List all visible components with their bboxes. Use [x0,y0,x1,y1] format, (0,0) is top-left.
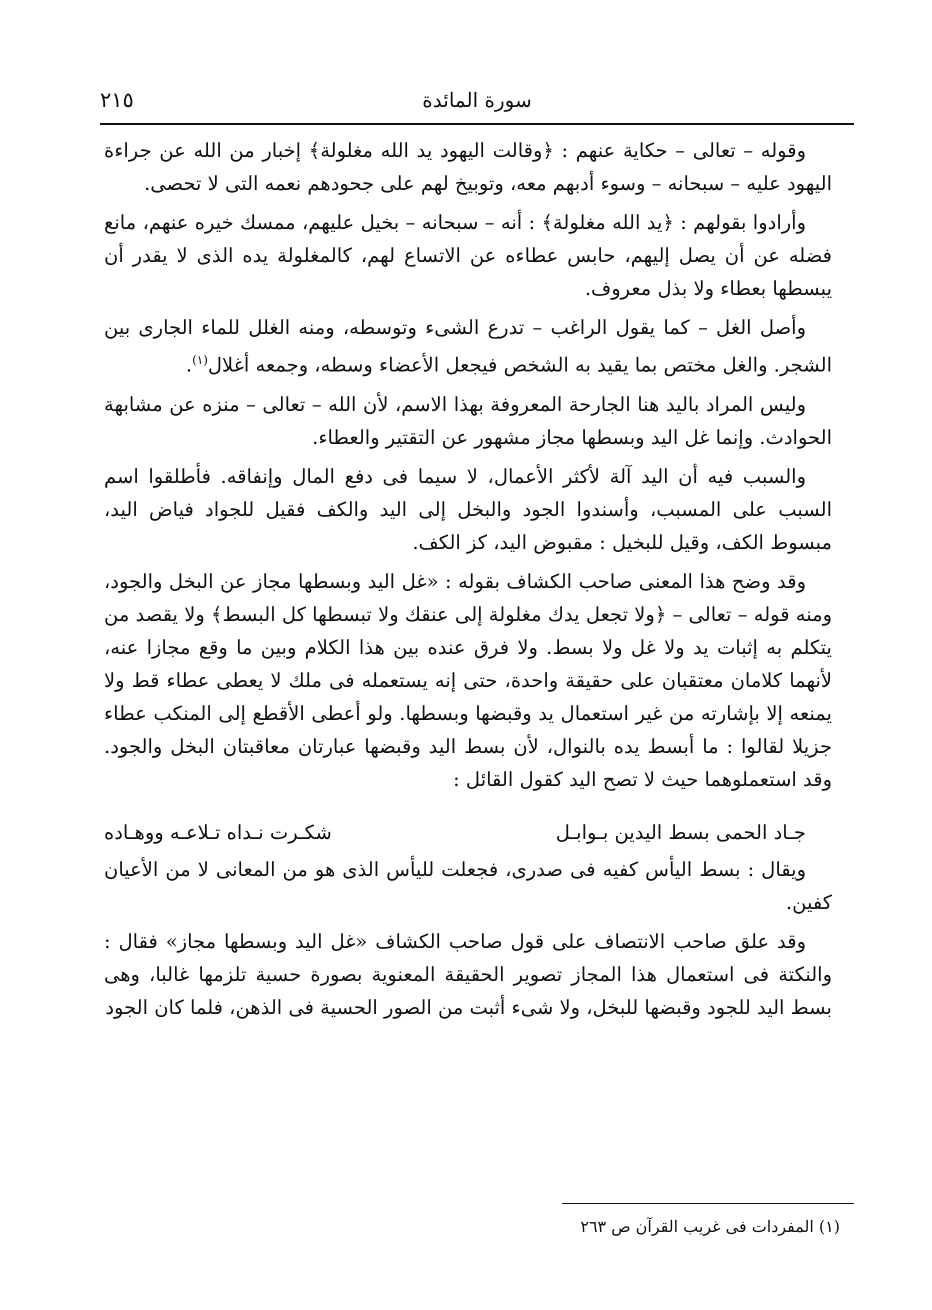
poem-hemistich-2: شكـرت نـداه تـلاعـه ووهـاده [104,820,332,844]
footnote-marker: (١) [192,353,208,367]
paragraph-8: وقد علق صاحب الانتصاف على قول صاحب الكشاف «غل اليد وبسطها مجاز» فقال : والنكتة فى استعمال هذا المجاز تصوير الحقيقة المعنوية بصورة حسية تلزمها غالبا، وهى بسط اليد للجود وقبضها للبخل، ولا شىء أثبت من الصور الحسية فى الذهن، فلما كان الجود [104,929,832,1019]
paragraph-3-text: وأصل الغل – كما يقول الراغب – تدرع الشىء وتوسطه، ومنه الغلل للماء الجارى بين الشجر. والغل مختص بما يقيد به الشخص فيجعل الأعضاء وسطه، وجمعه أغلال [104,316,832,377]
paragraph-1: وقوله – تعالى – حكاية عنهم : ﴿وقالت اليهود يد الله مغلولة﴾ إخبار من الله عن جراءة اليهود عليه – سبحانه – وسوء أدبهم معه، وتوبيخ لهم على جحودهم نعمه التى لا تحصى. [104,139,832,195]
footnote: (١) المفردات فى غريب القرآن ص ٢٦٣ [580,1217,840,1236]
page-number: ٢١٥ [100,88,134,112]
running-title: سورة المائدة [422,88,532,112]
paragraph-4: وليس المراد باليد هنا الجارحة المعروفة بهذا الاسم، لأن الله – تعالى – منزه عن مشابهة الحوادث. وإنما غل اليد وبسطها مجاز مشهور عن التقتير والعطاء. [104,392,832,449]
poem-verse [104,816,822,849]
paragraph-7: ويقال : بسط اليأس كفيه فى صدرى، فجعلت لليأس الذى هو من المعانى لا من الأعيان كفين. [104,857,832,914]
paragraph-6: وقد وضح هذا المعنى صاحب الكشاف بقوله : «غل اليد وبسطها مجاز عن البخل والجود، ومنه قوله – تعالى – ﴿ولا تجعل يدك مغلولة إلى عنقك ولا تبسطها كل البسط﴾ ولا يقصد من يتكلم به إثبات يد ولا غل ولا بسط. ولا فرق عنده بين هذا الكلام وبين ما وقع مجازا عنه، لأنهما كلامان معتقبان على حقيقة واحدة، حتى إنه يستعمله فى ملك لا يعطى عطاء قط ولا يمنعه إلا بإشارته من غير استعمال يد وقبضها وبسطها. ولو أعطى الأقطع إلى المنكب عطاء جزيلا لقالوا : ما أبسط يده بالنوال، لأن بسط اليد وقبضها عبارتان معاقبتان البخل والجود. وقد استعملوهما حيث لا تصح اليد كقول القائل : [104,569,832,791]
poem-hemistich-1: جـاد الحمى بسط اليدين بـوابـل [555,820,806,844]
paragraph-2: وأرادوا بقولهم : ﴿يد الله مغلولة﴾ : أنه – سبحانه – بخيل عليهم، ممسك خيره عنهم، مانع فضله عن أن يصل إليهم، حابس عطاءه عن الاتساع لهم، كالمغلولة يده الذى لا يقدر أن يبسطها بعطاء ولا بذل معروف. [104,211,832,300]
paragraph-5: والسبب فيه أن اليد آلة لأكثر الأعمال، لا سيما فى دفع المال وإنفاقه. فأطلقوا اسم السبب على المسبب، وأسندوا الجود والبخل إلى اليد والكف فقيل للجواد فياض اليد، مبسوط الكف، وقيل للبخيل : مقبوض اليد، كز الكف. [104,464,832,554]
header-rule [100,123,854,125]
footnote-rule [562,1203,854,1204]
page-header [100,84,854,124]
page-body [104,134,832,1030]
paragraph-3: وأصل الغل – كما يقول الراغب – تدرع الشىء وتوسطه، ومنه الغلل للماء الجارى بين الشجر. والغل مختص بما يقيد به الشخص فيجعل الأعضاء وسطه، وجمعه أغلال$^{(١)}$. [104,316,832,377]
